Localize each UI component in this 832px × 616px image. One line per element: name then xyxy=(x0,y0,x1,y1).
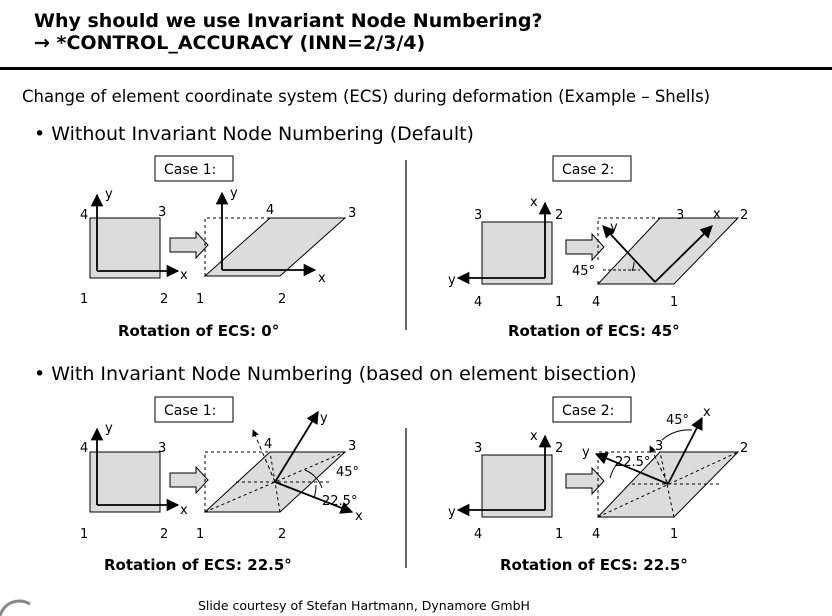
node-label: 2 xyxy=(278,527,287,542)
caption-bottom-left: Rotation of ECS: 22.5° xyxy=(104,556,292,574)
node-label: 2 xyxy=(555,441,564,456)
node-label: 1 xyxy=(196,292,205,307)
deform-arrow-icon xyxy=(170,232,208,258)
angle-label: 22.5° xyxy=(322,494,358,509)
x-label: x xyxy=(180,503,188,518)
node-label: 4 xyxy=(592,295,601,310)
angle-label: 45° xyxy=(336,465,360,480)
node-label: 3 xyxy=(158,441,167,456)
node-label: 3 xyxy=(474,441,483,456)
slide-footer: Slide courtesy of Stefan Hartmann, Dynamore GmbH xyxy=(198,598,530,613)
case-label: Case 2: xyxy=(562,162,615,178)
caption-bottom-right: Rotation of ECS: 22.5° xyxy=(500,556,688,574)
undeformed-element xyxy=(482,222,552,284)
x-label: x xyxy=(180,268,188,283)
node-label: 2 xyxy=(160,527,169,542)
panel-bottom-left xyxy=(80,397,363,542)
case-label: Case 1: xyxy=(164,403,217,419)
x-label: x xyxy=(530,429,538,444)
deform-arrow-icon xyxy=(170,467,208,493)
node-label: 2 xyxy=(278,292,287,307)
node-label: 3 xyxy=(474,208,483,223)
node-label: 1 xyxy=(80,292,89,307)
node-label: 1 xyxy=(80,527,89,542)
bullet-without-inn: • Without Invariant Node Numbering (Default) xyxy=(34,123,474,145)
y-label: y xyxy=(582,445,590,460)
node-label: 4 xyxy=(264,437,273,452)
node-label: 1 xyxy=(555,295,564,310)
caption-top-left: Rotation of ECS: 0° xyxy=(118,322,280,340)
angle-arc xyxy=(314,485,316,498)
undeformed-element xyxy=(90,452,160,512)
title-line-2: → *CONTROL_ACCURACY (INN=2/3/4) xyxy=(34,32,426,54)
deformed-element xyxy=(598,218,738,284)
slide-subtitle: Change of element coordinate system (ECS) during deformation (Example – Shells) xyxy=(22,87,711,106)
node-label: 4 xyxy=(80,441,89,456)
node-label: 3 xyxy=(158,205,167,220)
y-label: y xyxy=(448,505,456,520)
deformed-element xyxy=(205,218,345,276)
node-label: 3 xyxy=(348,206,357,221)
node-label: 3 xyxy=(676,208,685,223)
y-label: y xyxy=(105,187,113,202)
node-label: 3 xyxy=(655,439,664,454)
node-label: 1 xyxy=(196,527,205,542)
node-label: 4 xyxy=(266,203,275,218)
node-label: 4 xyxy=(474,527,483,542)
y-label: y xyxy=(230,186,238,201)
logo-partial-icon xyxy=(0,601,30,616)
node-label: 4 xyxy=(474,295,483,310)
x-label: x xyxy=(713,207,721,222)
y-label: y xyxy=(105,421,113,436)
angle-label: 45° xyxy=(572,264,596,279)
angle-label: 22.5° xyxy=(615,455,651,470)
panel-top-left xyxy=(80,156,356,307)
y-label: y xyxy=(610,220,618,235)
case-label: Case 1: xyxy=(164,162,217,178)
x-label: x xyxy=(703,405,711,420)
node-label: 4 xyxy=(592,527,601,542)
y-label: y xyxy=(448,273,456,288)
x-label: x xyxy=(530,195,538,210)
node-label: 1 xyxy=(555,527,564,542)
caption-top-right: Rotation of ECS: 45° xyxy=(508,322,680,340)
node-label: 2 xyxy=(160,292,169,307)
title-line-1: Why should we use Invariant Node Numbering? xyxy=(34,10,543,32)
x-label: x xyxy=(355,509,363,524)
node-label: 2 xyxy=(740,441,749,456)
node-label: 4 xyxy=(80,208,89,223)
node-label: 1 xyxy=(670,527,679,542)
node-label: 2 xyxy=(740,208,749,223)
node-label: 1 xyxy=(670,295,679,310)
panel-top-right xyxy=(448,156,748,310)
y-label: y xyxy=(320,411,328,426)
angle-label: 45° xyxy=(666,413,690,428)
undeformed-element xyxy=(90,218,160,278)
angle-arc xyxy=(662,430,692,440)
x-label: x xyxy=(318,271,326,286)
undeformed-element xyxy=(482,455,552,517)
case-label: Case 2: xyxy=(562,403,615,419)
bullet-with-inn: • With Invariant Node Numbering (based on element bisection) xyxy=(34,363,637,385)
node-label: 3 xyxy=(348,439,357,454)
node-label: 2 xyxy=(555,208,564,223)
panel-bottom-right xyxy=(448,397,748,542)
